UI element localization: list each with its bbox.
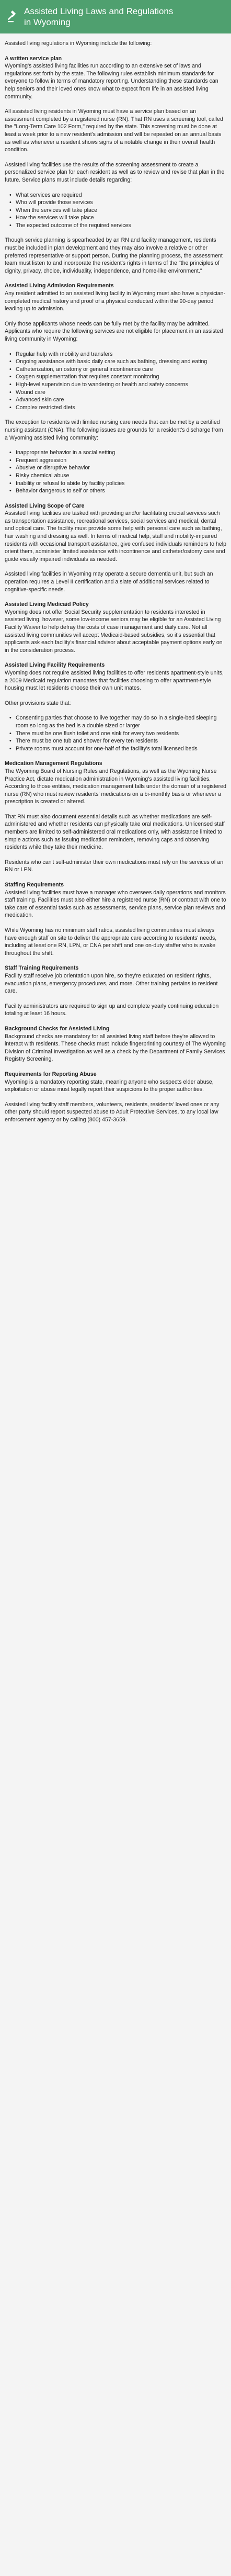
list-item: • Abusive or disruptive behavior (5, 464, 226, 472)
paragraph: The exception to residents with limited nursing care needs that can be met by a certified nursing assistant (CNA). The following issues are grounds for a resident's discharge from a Wyoming assisted living community: (5, 419, 223, 441)
section-heading: Assisted Living Medicaid Policy (5, 601, 89, 608)
list-item: • How the services will take place (5, 214, 226, 222)
paragraph: Wyoming's assisted living facilities run according to an extensive set of laws and regulations set forth by the state. The following rules establish minimum standards for everyone to follow in terms of mandatory reporting. Understanding these standards can help seniors and their loved ones know what to expect from life in an assisted living community. (5, 63, 218, 100)
paragraph: Though service planning is spearheaded by an RN and facility management, residents must be included in plan development and they may also involve a relative or other preferred representative or support person. During the planning process, the assessment team must listen to and incorporate the resident's rights in terms of the "the principles of dignity, privacy, choice, individuality, independence, and home-like environment." (5, 237, 223, 274)
intro-paragraph: Assisted living regulations in Wyoming include the following: (5, 40, 152, 47)
list-item: • High-level supervision due to wandering or health and safety concerns (5, 381, 226, 389)
section-heading: Background Checks for Assisted Living (5, 1025, 110, 1032)
paragraph: Facility staff receive job orientation upon hire, so they're educated on resident rights, evacuation plans, emergency procedures, and more. Other training pertains to resident care. (5, 972, 218, 995)
list-item: • Advanced skin care (5, 396, 226, 404)
section-heading: Staffing Requirements (5, 882, 64, 888)
paragraph: Wyoming is a mandatory reporting state, meaning anyone who suspects elder abuse, exploitation or abuse must legally report their suspicions to the proper authorities. (5, 1078, 214, 1093)
paragraph: All assisted living residents in Wyoming must have a service plan based on an assessment completed by a registered nurse (RN). That RN uses a screening tool, called the "Long-Term Care 102 Form," required by the state. This screening must be done at least a week prior to a new resident's admission and will be repeated on an annual basis as well as whenever a resident shows signs of a notable change in their overall health condition. (5, 108, 223, 153)
list-item: • When the services will take place (5, 207, 226, 215)
paragraph: Wyoming does not offer Social Security supplementation to residents interested in assisted living, however, some low-income seniors may be eligible for an Assisted Living Facility Waiver to help defray the costs of case management and daily care. Not all assisted living communities will accept Medicaid-based subsidies, so it's essential that applicants ask each facility's financial advisor about acceptable payment options early on in the consideration process. (5, 609, 223, 654)
list-item: • Complex restricted diets (5, 404, 226, 412)
paragraph: Other provisions state that: (5, 700, 71, 706)
paragraph: Assisted living facilities are tasked with providing and/or facilitating crucial services such as transportation assistance, recreational services, social services and medical, dental and optical care. The facility must provide some help with personal care such as bathing, hair washing and dressing as well. In terms of medical help, staff and mobility-impaired residents with occasional transport assistance, give confused individuals reminders to help orient them, administer limited assistance with incontinence and catheter/ostomy care and guide visually impaired individuals as needed. (5, 510, 226, 563)
list-item: • Wound care (5, 389, 226, 397)
section-heading: Medication Management Regulations (5, 760, 102, 767)
list-item: • There must be one flush toilet and one sink for every two residents (5, 730, 226, 738)
list-item: • There must be one tub and shower for every ten residents (5, 737, 226, 745)
list-item: • Behavior dangerous to self or others (5, 487, 226, 495)
paragraph: Assisted living facilities use the results of the screening assessment to create a personalized service plan for each resident as well as to review and revise that plan in the future. Service plans must include details regarding: (5, 161, 225, 183)
bullet-list (5, 714, 226, 752)
paragraph: Residents who can't self-administer their own medications must rely on the services of an RN or LPN. (5, 859, 224, 873)
page-header (0, 0, 231, 33)
section-heading: Assisted Living Admission Requirements (5, 283, 114, 289)
paragraph: Any resident admitted to an assisted living facility in Wyoming must also have a physician-completed medical history and proof of a physical conducted within the 90-day period leading up to admission. (5, 290, 226, 312)
article-body (0, 33, 231, 1139)
list-item: • Oxygen supplementation that requires constant monitoring (5, 373, 226, 381)
paragraph: The Wyoming Board of Nursing Rules and Regulations, as well as the Wyoming Nurse Practice Act, dictate medication administration in Wyoming's assisted living facilities. According to those entities, medication management falls under the domain of a registered nurse (RN) who must review residents' medications on a bi-monthly basis or whenever a prescription is created or altered. (5, 768, 226, 805)
list-item: • Frequent aggression (5, 457, 226, 465)
bullet-list (5, 449, 226, 495)
bullet-list (5, 351, 226, 412)
paragraph: Assisted living facility staff members, volunteers, residents, residents' loved ones or any other party should report suspected abuse to Adult Protective Services, to any local law enforcement agency or by calling (800) 457-3659. (5, 1101, 220, 1123)
bullet-list (5, 192, 226, 230)
section-heading: A written service plan (5, 55, 62, 62)
list-item: • Consenting parties that choose to live together may do so in a single-bed sleeping room so long as the bed is a double sized or larger (5, 714, 226, 729)
list-item: • Risky chemical abuse (5, 472, 226, 480)
page-title: Assisted Living Laws and Regulations in Wyoming (24, 6, 174, 27)
gavel-icon (6, 10, 19, 23)
list-item: • The expected outcome of the required services (5, 222, 226, 230)
list-item: • What services are required (5, 192, 226, 199)
section-heading: Requirements for Reporting Abuse (5, 1071, 97, 1077)
list-item: • Ongoing assistance with basic daily care such as bathing, dressing and eating (5, 358, 226, 366)
section-heading: Assisted Living Scope of Care (5, 502, 85, 509)
section-heading: Staff Training Requirements (5, 965, 79, 972)
section-heading: Assisted Living Facility Requirements (5, 662, 105, 669)
paragraph: Facility administrators are required to sign up and complete yearly continuing education totaling at least 16 hours. (5, 1003, 219, 1017)
list-item: • Private rooms must account for one-half of the facility's total licensed beds (5, 745, 226, 753)
paragraph: Assisted living facilities in Wyoming may operate a secure dementia unit, but such an operation requires a Level II certification and a slate of additional services related to cognitive-specific needs. (5, 571, 213, 593)
list-item: • Who will provide those services (5, 199, 226, 207)
paragraph: Assisted living facilities must have a manager who oversees daily operations and monitors staff training. Facilities must also either hire a registered nurse (RN) or contract with one to take care of essential tasks such as assessments, service plans, service plan reviews and medication. (5, 889, 226, 919)
list-item: • Inappropriate behavior in a social setting (5, 449, 226, 457)
paragraph: That RN must also document essential details such as whether medications are self-administered and whether residents can physically take oral medications. Unlicensed staff members are limited to self-administered oral medications only, with assistance limited to simple actions such as issuing medication reminders, removing caps and observing residents while they take their medicine. (5, 813, 225, 851)
list-item: • Catheterization, an ostomy or general incontinence care (5, 366, 226, 374)
paragraph: Only those applicants whose needs can be fully met by the facility may be admitted. Applicants who require the following services are not eligible for placement in an assisted living community in Wyoming: (5, 320, 223, 342)
list-item: • Regular help with mobility and transfers (5, 351, 226, 358)
paragraph: Wyoming does not require assisted living facilities to offer residents apartment-style units, a 2009 Medicaid regulation mandates that facilities choosing to offer apartment-style housing must let residents choose their own unit mates. (5, 669, 224, 692)
paragraph: Background checks are mandatory for all assisted living staff before they're allowed to interact with residents. These checks must include fingerprinting courtesy of The Wyoming Division of Criminal Investigation as well as a check by the Department of Family Services Registry Screening. (5, 1033, 226, 1063)
paragraph: While Wyoming has no minimum staff ratios, assisted living communities must always have enough staff on site to deliver the appropriate care according to residents' needs, including at least one RN, LPN, or CNA per shift and one on-duty staffer who is awake throughout the shift. (5, 927, 217, 957)
list-item: • Inability or refusal to abide by facility policies (5, 480, 226, 488)
